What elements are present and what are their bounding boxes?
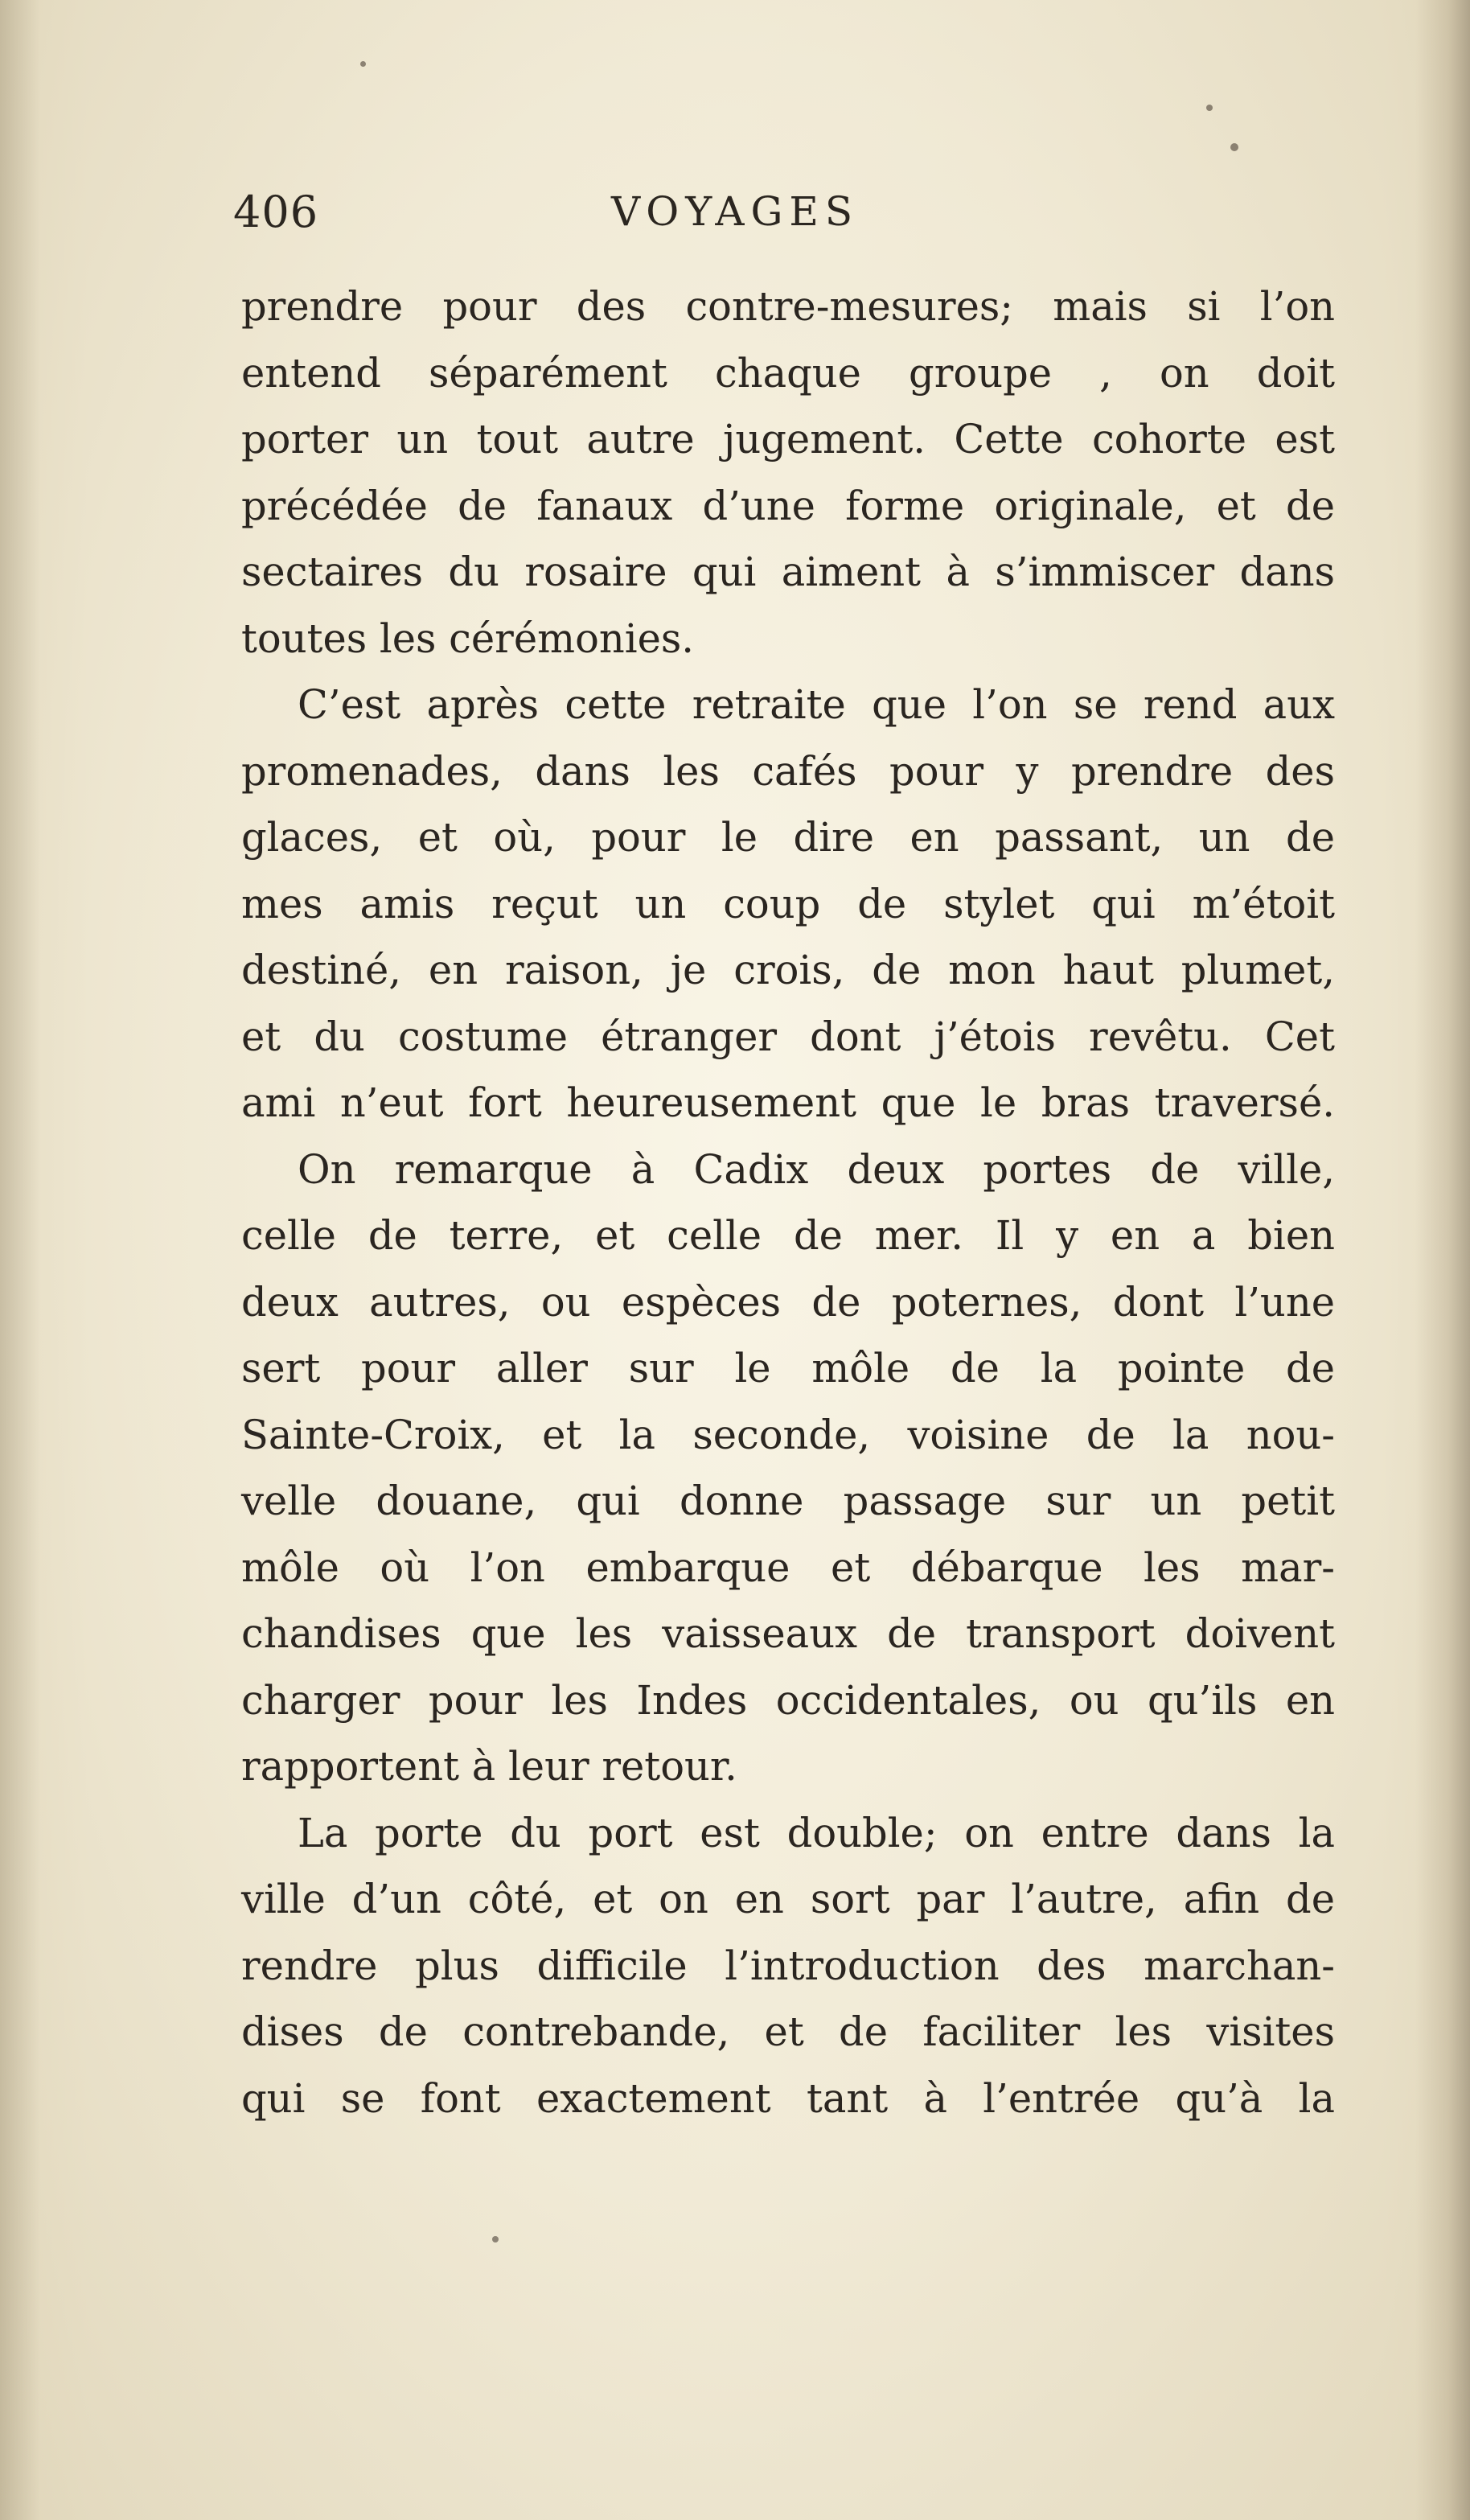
text-line: qui se font exactement tant à l’entrée qu’à la	[241, 2074, 1335, 2122]
text-line: La porte du port est double; on entre dans la	[298, 1809, 1335, 1856]
text-line: Sainte-Croix, et la seconde, voisine de la nou-	[241, 1411, 1335, 1458]
text-line: dises de contrebande, et de faciliter les visites	[241, 2008, 1335, 2055]
text-line: môle où l’on embarque et débarque les mar-	[241, 1544, 1335, 1591]
text-line: prendre pour des contre-mesures; mais si l’on	[241, 283, 1335, 330]
paper-speck	[1230, 143, 1238, 151]
text-line: charger pour les Indes occidentales, ou qu’ils en	[241, 1676, 1335, 1724]
text-line: ville d’un côté, et on en sort par l’autre, afin de	[241, 1876, 1335, 1922]
text-line: sert pour aller sur le môle de la pointe de	[241, 1345, 1335, 1392]
text-line: précédée de fanaux d’une forme originale, et de	[241, 482, 1335, 529]
body-text	[241, 273, 1335, 2132]
text-line: celle de terre, et celle de mer. Il y en a bien	[241, 1212, 1335, 1259]
text-line: destiné, en raison, je crois, de mon haut plumet,	[241, 947, 1335, 993]
text-line: sectaires du rosaire qui aiment à s’immiscer dans	[241, 549, 1335, 595]
paper-speck	[1206, 105, 1213, 111]
text-line: On remarque à Cadix deux portes de ville,	[298, 1145, 1335, 1193]
text-line: glaces, et où, pour le dire en passant, un de	[241, 814, 1335, 861]
text-line: chandises que les vaisseaux de transport doivent	[241, 1610, 1335, 1657]
text-line: toutes les cérémonies.	[241, 615, 695, 662]
text-line: deux autres, ou espèces de poternes, dont l’une	[241, 1278, 1335, 1326]
text-line: ami n’eut fort heureusement que le bras traversé.	[241, 1079, 1335, 1126]
page-edge-shadow-right	[1415, 0, 1470, 2520]
page-edge-shadow-left	[0, 0, 40, 2520]
page-header	[233, 187, 1327, 251]
text-line: promenades, dans les cafés pour y prendre des	[241, 747, 1335, 795]
text-line: porter un tout autre jugement. Cette cohorte est	[241, 416, 1335, 462]
text-line: rapportent à leur retour.	[241, 1743, 737, 1790]
paper-speck	[492, 2236, 499, 2243]
text-line: entend séparément chaque groupe , on doit	[241, 349, 1335, 397]
text-line: C’est après cette retraite que l’on se rend aux	[298, 681, 1335, 728]
page-number: 406	[233, 187, 319, 237]
text-line: et du costume étranger dont j’étois revêtu. Cet	[241, 1013, 1335, 1060]
text-line: mes amis reçut un coup de stylet qui m’étoit	[241, 880, 1335, 927]
text-line: rendre plus difficile l’introduction des marchan-	[241, 1942, 1335, 1989]
text-line: velle douane, qui donne passage sur un petit	[241, 1478, 1335, 1524]
running-head: VOYAGES	[611, 188, 860, 235]
paper-speck	[360, 61, 366, 67]
